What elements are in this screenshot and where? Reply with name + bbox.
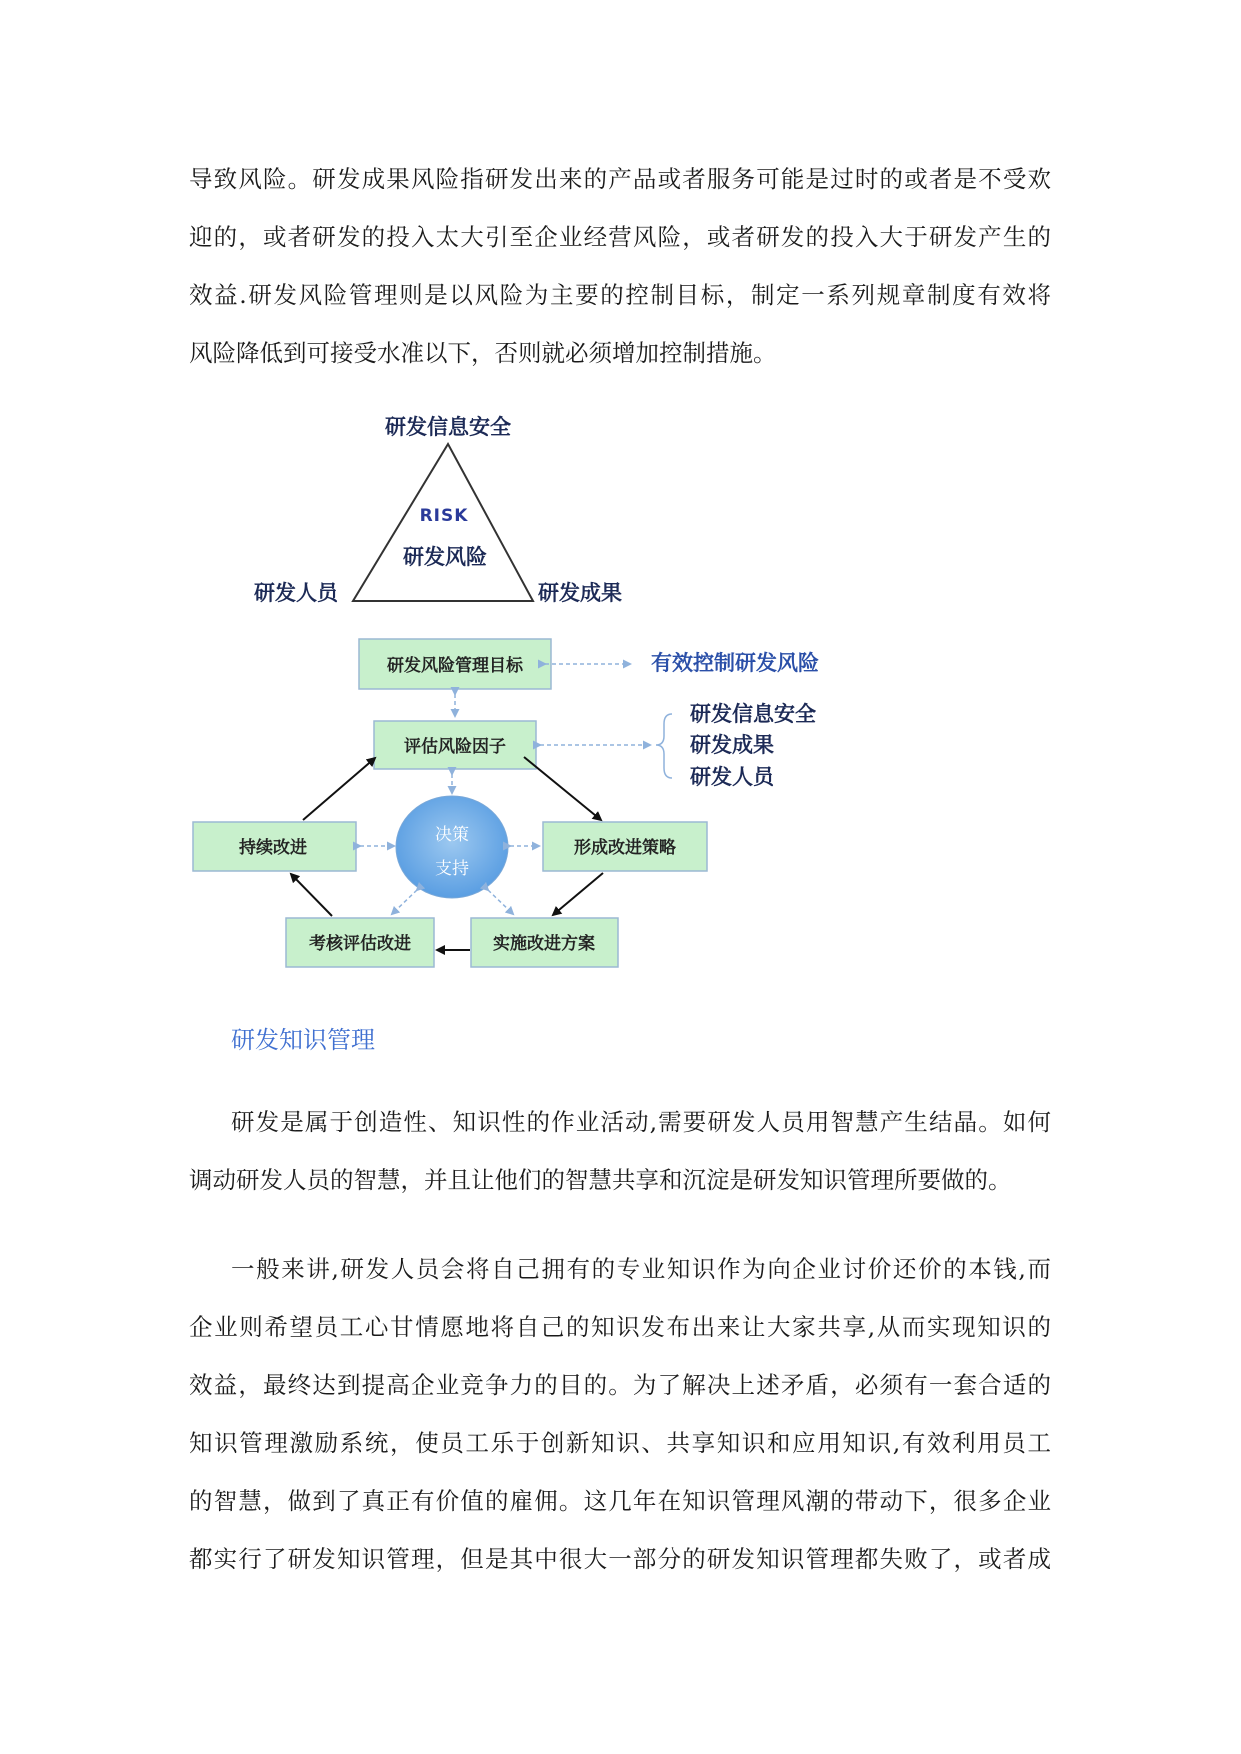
triangle-right-label: 研发成果 [538, 581, 622, 605]
implement-box-label: 实施改进方案 [493, 934, 595, 954]
factor-item: 研发成果 [690, 733, 774, 757]
evaluate-box-label: 考核评估改进 [309, 934, 411, 954]
text-line: 风险降低到可接受水准以下，否则就必须增加控制措施。 [189, 339, 777, 367]
circle-line2: 支持 [435, 859, 469, 879]
triangle-center-en: RISK [419, 506, 469, 526]
text-line: 都实行了研发知识管理，但是其中很大一部分的研发知识管理都失败了，或者成 [189, 1545, 1051, 1573]
text-line: 知识管理激励系统，使员工乐于创新知识、共享知识和应用知识,有效利用员工 [189, 1429, 1051, 1457]
continuous-improve-label: 持续改进 [239, 838, 307, 858]
text-line: 效益，最终达到提高企业竞争力的目的。为了解决上述矛盾，必须有一套合适的 [189, 1371, 1051, 1399]
goal-box [359, 639, 551, 689]
arrow-evaluate-to-continuous [291, 874, 332, 916]
text-line: 调动研发人员的智慧，并且让他们的智慧共享和沉淀是研发知识管理所要做的。 [189, 1166, 1012, 1194]
paragraph-knowledge-incentive [189, 1240, 1051, 1588]
evaluate-box [286, 918, 434, 967]
strategy-box-label: 形成改进策略 [574, 838, 676, 858]
decision-support-circle [396, 796, 508, 898]
triangle-top-label: 研发信息安全 [385, 415, 511, 439]
triangle-center-cn: 研发风险 [403, 545, 487, 569]
text-line: 研发是属于创造性、知识性的作业活动,需要研发人员用智慧产生结晶。如何 [231, 1108, 1051, 1136]
implement-box [471, 918, 618, 967]
text-line: 企业则希望员工心甘情愿地将自己的知识发布出来让大家共享,从而实现知识的 [189, 1313, 1051, 1341]
factor-item: 研发信息安全 [690, 702, 816, 726]
arrow-continuous-to-assess [303, 758, 375, 820]
goal-note: 有效控制研发风险 [651, 651, 819, 675]
text-line: 效益.研发风险管理则是以风险为主要的控制目标，制定一系列规章制度有效将 [189, 281, 1051, 309]
section-heading: 研发知识管理 [231, 1026, 375, 1054]
circle-line1: 决策 [435, 825, 469, 845]
text-line: 一般来讲,研发人员会将自己拥有的专业知识作为向企业讨价还价的本钱,而 [231, 1255, 1051, 1283]
arrow-assess-to-strategy [524, 757, 601, 820]
dashed-connectors [360, 664, 650, 914]
assess-box-label: 评估风险因子 [404, 737, 506, 757]
factors-bracket [656, 714, 672, 778]
paragraph-knowledge-intro [189, 1093, 1051, 1209]
strategy-box [543, 822, 707, 871]
arrow-strategy-to-implement [553, 873, 603, 915]
triangle-left-label: 研发人员 [254, 581, 338, 605]
text-line: 的智慧，做到了真正有价值的雇佣。这几年在知识管理风潮的带动下，很多企业 [189, 1487, 1051, 1515]
factor-item: 研发人员 [690, 765, 774, 789]
assess-box [374, 721, 536, 769]
text-line: 迎的，或者研发的投入太大引至企业经营风险，或者研发的投入大于研发产生的 [189, 223, 1051, 251]
text-line: 导致风险。研发成果风险指研发出来的产品或者服务可能是过时的或者是不受欢 [189, 165, 1051, 193]
goal-box-label: 研发风险管理目标 [387, 656, 523, 676]
continuous-improve-box [193, 822, 356, 871]
